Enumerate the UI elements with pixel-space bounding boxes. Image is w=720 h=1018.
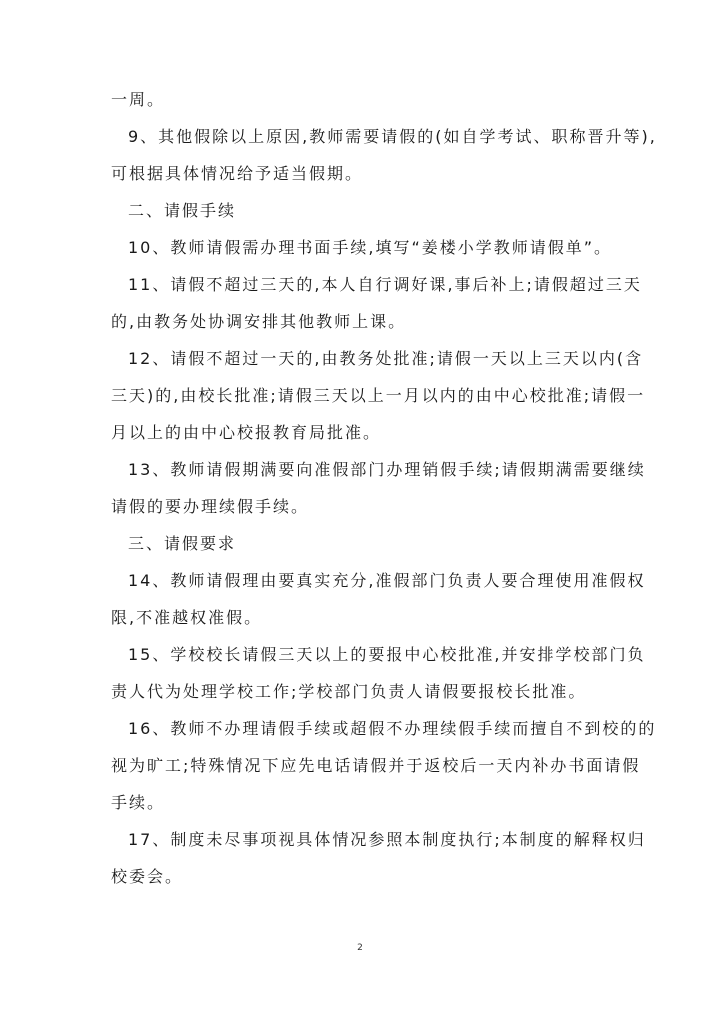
text-line: 月以上的由中心校报教育局批准。 — [111, 423, 382, 442]
paragraph — [111, 125, 657, 186]
document-body — [111, 88, 657, 902]
paragraph — [111, 273, 642, 334]
text-line: 15、学校校长请假三天以上的要报中心校批准,并安排学校部门负 — [128, 645, 646, 664]
text-line: 12、请假不超过一天的,由教务处批准;请假一天以上三天以内(含 — [128, 349, 644, 368]
text-line: 17、制度未尽事项视具体情况参照本制度执行;本制度的解释权归 — [128, 830, 646, 849]
paragraph — [111, 88, 611, 112]
text-line: 13、教师请假期满要向准假部门办理销假手续;请假期满需要继续 — [128, 460, 646, 479]
paragraph — [111, 347, 646, 445]
text-line: 11、请假不超过三天的,本人自行调好课,事后补上;请假超过三天 — [128, 275, 642, 294]
paragraph — [111, 458, 646, 519]
text-line: 手续。 — [111, 793, 166, 812]
text-line: 可根据具体情况给予适当假期。 — [111, 164, 364, 183]
text-line: 责人代为处理学校工作;学校部门负责人请假要报校长批准。 — [111, 682, 587, 701]
text-line: 14、教师请假理由要真实充分,准假部门负责人要合理使用准假权 — [128, 571, 646, 590]
text-line: 的,由教务处协调安排其他教师上课。 — [111, 312, 407, 331]
text-line: 请假的要办理续假手续。 — [111, 497, 310, 516]
text-line: 二、请假手续 — [128, 201, 237, 220]
text-line: 限,不准越权准假。 — [111, 608, 263, 627]
paragraph — [111, 199, 611, 223]
paragraph — [111, 828, 646, 889]
text-line: 9、其他假除以上原因,教师需要请假的(如自学考试、职称晋升等), — [128, 127, 657, 146]
text-line: 16、教师不办理请假手续或超假不办理续假手续而擅自不到校的的 — [128, 719, 657, 738]
paragraph — [111, 643, 646, 704]
text-line: 一周。 — [111, 90, 166, 109]
text-line: 10、教师请假需办理书面手续,填写“姜楼小学教师请假单”。 — [128, 238, 613, 257]
paragraph — [111, 717, 657, 815]
text-line: 校委会。 — [111, 867, 184, 886]
page-number: 2 — [357, 943, 363, 953]
text-line: 三天)的,由校长批准;请假三天以上一月以内的由中心校批准;请假一 — [111, 386, 646, 405]
text-line: 三、请假要求 — [128, 534, 237, 553]
paragraph — [111, 236, 611, 260]
text-line: 视为旷工;特殊情况下应先电话请假并于返校后一天内补办书面请假 — [111, 756, 641, 775]
paragraph — [111, 532, 611, 556]
paragraph — [111, 569, 646, 630]
